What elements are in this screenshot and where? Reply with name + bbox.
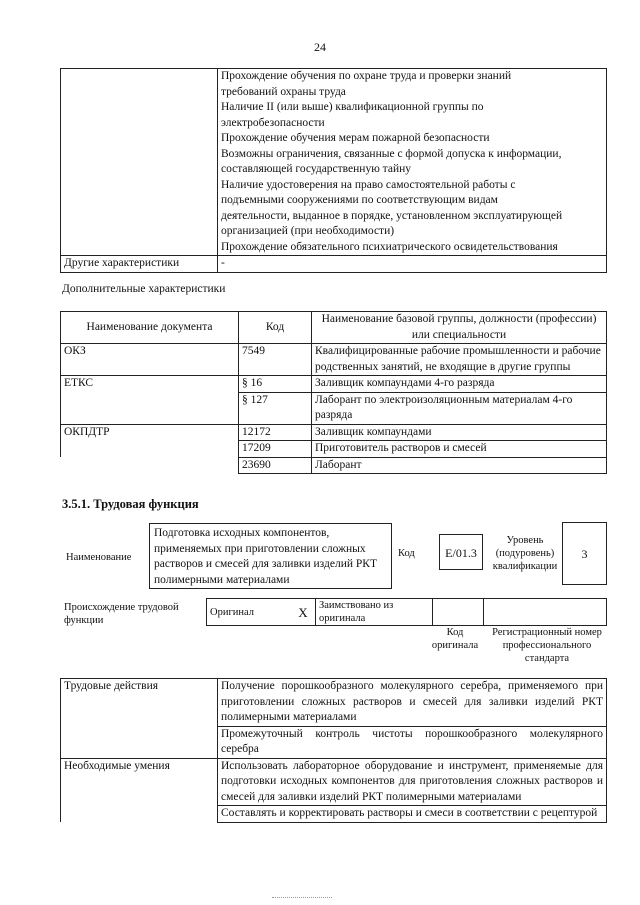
labor-actions-label: Трудовые действия (61, 679, 218, 759)
requirement-line: Прохождение обучения по охране труда и проверки знаний (221, 70, 512, 82)
requirement-line: Прохождение обязательного психиатрического освидетельствования (221, 240, 558, 253)
code-cell: 12172 (239, 424, 312, 441)
original-code-caption: Код оригинала (431, 627, 479, 651)
header-code: Код (239, 312, 312, 344)
table-row (61, 344, 607, 376)
level-box (562, 522, 607, 585)
name-label: Наименование (66, 552, 132, 563)
page-number: 24 (314, 40, 326, 54)
doc-cell: ОКЗ (61, 344, 239, 376)
group-name-cell: Квалифицированные рабочие промышленности и рабочие родственных занятий, не входящие в другие группы (312, 344, 607, 376)
requirement-line: Наличие II (или выше) квалификационной группы по (221, 101, 484, 113)
labor-function-table (60, 678, 607, 823)
doc-cell (61, 457, 239, 474)
qualification-requirements-table (60, 68, 607, 273)
doc-cell (61, 441, 239, 458)
original-code-cell (433, 599, 484, 626)
table-row (61, 424, 607, 441)
function-code-value: E/01.3 (445, 546, 477, 560)
original-cell: Оригинал (207, 599, 292, 626)
doc-cell: ОКПДТР (61, 424, 239, 441)
level-label: Уровень (подуровень) квалификации (492, 535, 558, 572)
table-row (61, 376, 607, 393)
code-cell: § 16 (239, 376, 312, 393)
other-characteristics-value: - (218, 256, 607, 273)
requirement-line: Наличие удостоверения на право самостоятельной работы с (221, 178, 516, 191)
table-row (61, 392, 607, 424)
labor-action-item: Промежуточный контроль чистоты порошкообразного молекулярного серебра (218, 726, 607, 758)
origin-table (206, 598, 607, 626)
function-name-value: Подготовка исходных компонентов, применяемых при приготовлении сложных растворов и смесей для заливки изделий РКТ полимерными материалами (154, 527, 377, 586)
level-value: 3 (581, 547, 588, 561)
function-name-box (149, 523, 392, 589)
requirement-line: электробезопасности (221, 116, 325, 129)
requirement-line: Прохождение обучения мерам пожарной безопасности (221, 132, 490, 144)
table-row (61, 441, 607, 458)
header-group-name: Наименование базовой группы, должности (профессии) или специальности (312, 312, 607, 344)
code-cell: 17209 (239, 441, 312, 458)
empty-label-cell (61, 69, 218, 256)
requirement-line: Возможны ограничения, связанные с формой допуска к информации, (221, 147, 562, 160)
requirement-line: составляющей государственную тайну (221, 163, 412, 175)
required-skills-label: Необходимые умения (61, 758, 218, 822)
requirement-line: организацией (при необходимости) (221, 225, 395, 237)
group-name-cell: Лаборант по электроизоляционным материалам 4-го разряда (312, 392, 607, 424)
function-heading: 3.5.1. Трудовая функция (62, 497, 199, 511)
group-name-cell: Лаборант (312, 457, 607, 474)
requirement-line: деятельности, выданное в порядке, установленном эксплуатирующей (221, 209, 563, 222)
additional-characteristics-title: Дополнительные характеристики (62, 283, 226, 295)
other-characteristics-label: Другие характеристики (61, 256, 218, 273)
group-name-cell: Заливщик компаундами 4-го разряда (312, 376, 607, 393)
code-cell: 7549 (239, 344, 312, 376)
group-name-cell: Приготовитель растворов и смесей (312, 441, 607, 458)
original-mark: X (291, 599, 316, 626)
header-document: Наименование документа (61, 312, 239, 344)
scan-artifact (272, 897, 332, 900)
requirement-line: подъемными сооружениями по соответствующим видам (221, 194, 498, 206)
table-row (61, 457, 607, 474)
registration-number-cell (484, 599, 607, 626)
additional-characteristics-table (60, 311, 607, 474)
labor-action-item: Получение порошкообразного молекулярного серебра, применяемого при приготовлении сложных растворов и смесей для заливки изделий РКТ полимерными материалами (218, 679, 607, 727)
code-cell: 23690 (239, 457, 312, 474)
code-label: Код (398, 548, 415, 559)
requirements-cell (218, 69, 607, 256)
code-cell: § 127 (239, 392, 312, 424)
skill-item: Использовать лабораторное оборудование и инструмент, применяемые для подготовки исходных компонентов для приготовления сложных растворов и смесей для заливки изделий РКТ полимерными материалами (218, 758, 607, 806)
group-name-cell: Заливщик компаундами (312, 424, 607, 441)
doc-cell (61, 392, 239, 424)
origin-label: Происхождение трудовой функции (64, 602, 179, 626)
registration-caption: Регистрационный номер профессионального стандарта (492, 627, 602, 664)
skill-item: Составлять и корректировать растворы и смеси в соответствии с рецептурой (218, 806, 607, 823)
function-code-box (439, 534, 483, 570)
borrowed-cell: Заимствовано из оригинала (316, 599, 433, 626)
requirement-line: требований охраны труда (221, 85, 346, 98)
doc-cell: ЕТКС (61, 376, 239, 393)
